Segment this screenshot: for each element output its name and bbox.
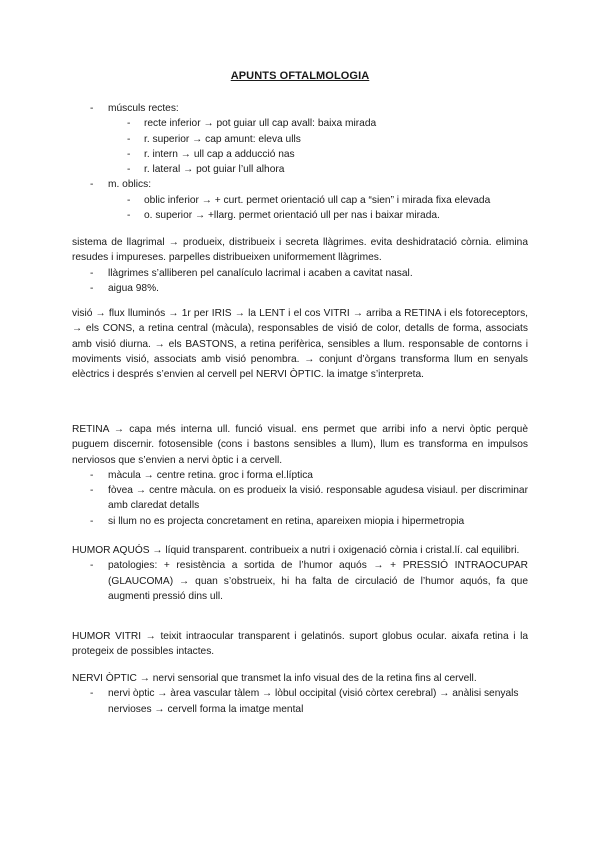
humor-vitri-section (72, 629, 528, 660)
list-item: - r. lateral → pot guiar l’ull alhora (72, 162, 528, 177)
list-item: - fòvea → centre màcula. on es produeix la visió. responsable agudesa visiaul. per discriminar amb claredat detalls (72, 483, 528, 514)
retina-list (72, 468, 528, 529)
humor-aquos-section (72, 543, 528, 604)
rectes-label: músculs rectes: (108, 103, 179, 114)
list-item (72, 101, 528, 177)
list-item: - nervi òptic → àrea vascular tàlem → lòbul occipital (visió còrtex cerebral) → anàlisi senyals nervioses → cervell forma la imatge mental (72, 686, 528, 717)
list-item: - recte inferior → pot guiar ull cap avall: baixa mirada (72, 116, 528, 131)
list-item: - o. superior → +llarg. permet orientació ull per nas i baixar mirada. (72, 208, 528, 223)
humor-aquos-paragraph: HUMOR AQUÓS → líquid transparent. contribueix a nutri i oxigenació còrnia i cristal.lí. cal equilibri. (72, 545, 520, 556)
lacrimal-section (72, 235, 528, 296)
oblics-list (72, 193, 528, 224)
list-item: - si llum no es projecta concretament en retina, apareixen miopia i hipermetropia (72, 514, 528, 529)
list-item: - patologies: + resistència a sortida de l’humor aquós → + PRESSIÓ INTRAOCUPAR (GLAUCOMA) → quan s’obstrueix, hi ha falta de circulació de l’humor aquós, fa que augmenti pressió dins ull. (72, 558, 528, 604)
humor-vitri-paragraph: HUMOR VITRI → teixit intraocular transparent i gelatinós. suport globus ocular. aixafa retina i la protegeix de possibles intactes. (72, 631, 528, 658)
nervi-optic-list (72, 686, 528, 717)
list-item: - màcula → centre retina. groc i forma el.líptica (72, 468, 528, 483)
lacrimal-paragraph: sistema de llagrimal → produeix, distribueix i secreta llàgrimes. evita deshidratació còrnia. elimina resudes i impureses. parpelles distribueixen uniformement llàgrimes. (72, 237, 528, 264)
page-title: APUNTS OFTALMOLOGIA (230, 70, 370, 82)
retina-paragraph: RETINA → capa més interna ull. funció visual. ens permet que arribi info a nervi òptic perquè puguem discernir. fotosensible (cons i bastons sensibles a llum), llum es transforma en impulsos nerviosos que s’envien a nervi òptic i a cervell. (72, 424, 528, 466)
muscles-list (72, 101, 528, 223)
rectes-list (72, 116, 528, 177)
visio-section (72, 306, 528, 382)
nervi-optic-section (72, 671, 528, 717)
muscles-section (72, 101, 528, 223)
list-item: - r. intern → ull cap a adducció nas (72, 147, 528, 162)
oblics-label: m. oblics: (108, 179, 152, 191)
humor-aquos-list (72, 558, 528, 604)
list-item: - r. superior → cap amunt: eleva ulls (72, 132, 528, 147)
list-item: - llàgrimes s’alliberen pel canalículo lacrimal i acaben a cavitat nasal. (72, 266, 528, 281)
list-item: - aigua 98%. (72, 281, 528, 296)
retina-section (72, 422, 528, 529)
visio-paragraph: visió → flux lluminós → 1r per IRIS → la LENT i el cos VITRI → arriba a RETINA i els fotoreceptors, → els CONS, a retina central (màcula), responsables de visió de color, detalls de forma, associats amb visió diurna. → els BASTONS, a retina perifèrica, sensibles a llum. responsable de contorns i moviments visió, associats amb visió penombra. → conjunt d’òrgans transforma llum en senyals elèctrics i després s’envien al cervell pel NERVI ÒPTIC. la imatge s’interpreta. (72, 308, 528, 381)
list-item (72, 177, 528, 223)
nervi-optic-paragraph: NERVI ÒPTIC → nervi sensorial que transmet la info visual des de la retina fins al cervell. (72, 673, 477, 684)
list-item: - oblic inferior → + curt. permet orientació ull cap a “sien” i mirada fixa elevada (72, 193, 528, 208)
lacrimal-list (72, 266, 528, 297)
